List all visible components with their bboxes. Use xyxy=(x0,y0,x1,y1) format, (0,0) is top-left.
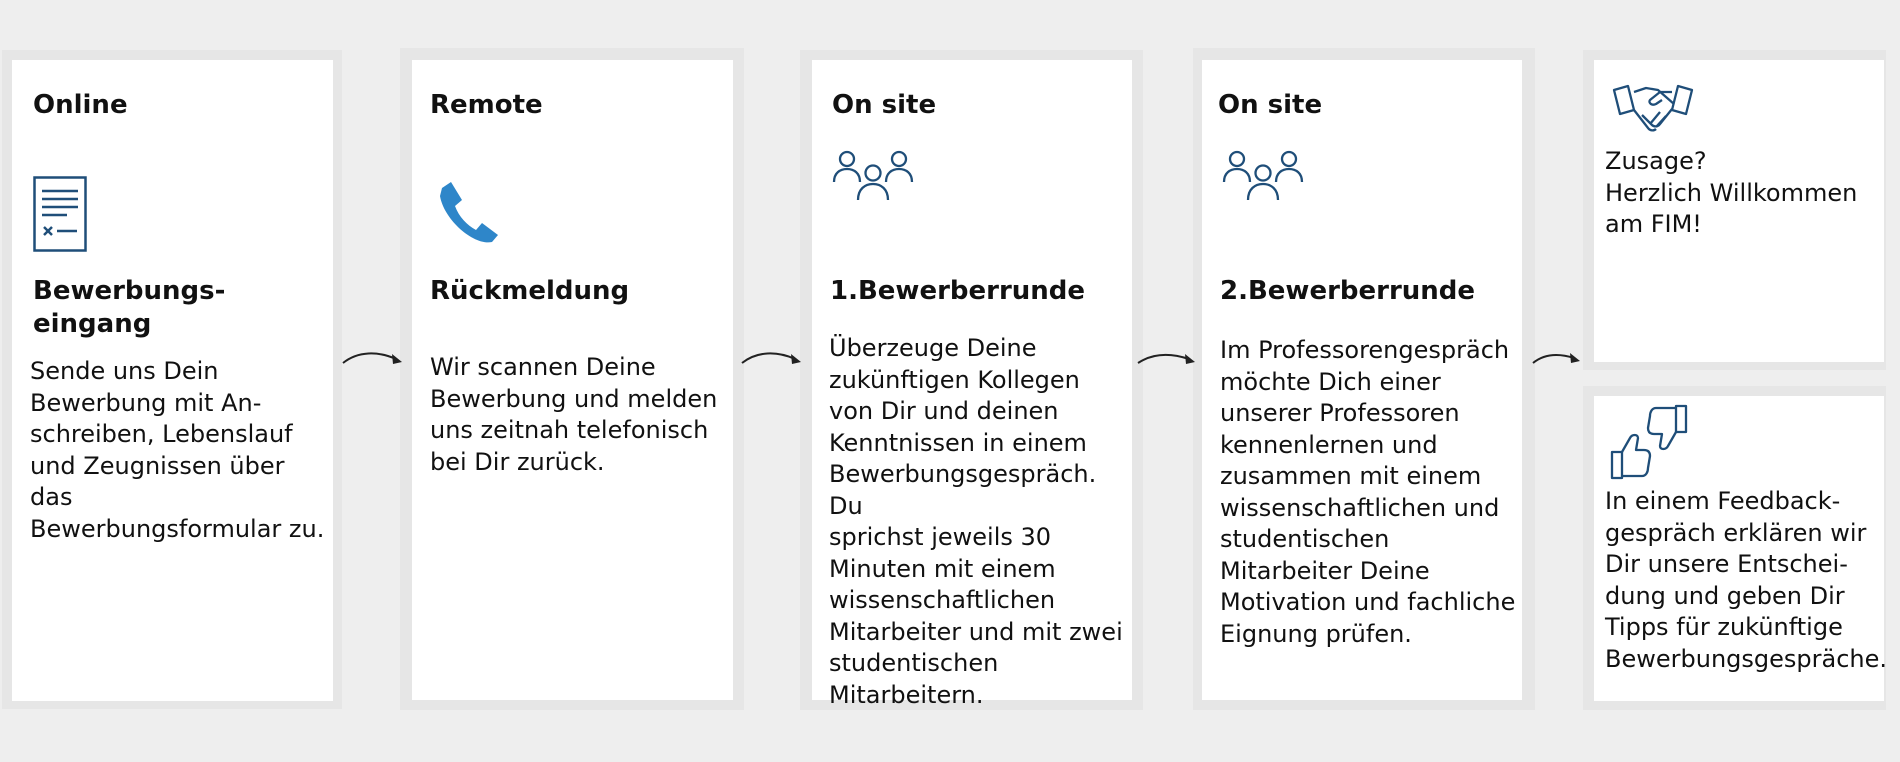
group-icon xyxy=(1222,148,1304,208)
phone-icon xyxy=(436,180,500,250)
step-card-remote xyxy=(412,60,733,700)
step-label: Remote xyxy=(430,90,543,120)
step-heading: 2.Bewerberrunde xyxy=(1220,276,1476,306)
step-description: Im Professorengespräch möchte Dich einer unserer Professoren kennenlernen und zusammen mit einem wissenschaftlichen und studentischen Mitarbeiter Deine Motivation und fachliche Eignung prüfen. xyxy=(1220,336,1516,648)
group-icon xyxy=(832,148,914,208)
step-card-first-round xyxy=(812,60,1132,709)
step-description: Wir scannen Deine Bewerbung und melden uns zeitnah telefonisch bei Dir zurück. xyxy=(430,353,718,476)
step-label: Online xyxy=(33,90,128,120)
step-heading: Bewerbungs- eingang xyxy=(33,276,226,339)
outcome-text: In einem Feedback- gespräch erklären wir Dir unsere Entschei- dung und geben Dir Tipps für zukünftige Bewerbungsgespräche. xyxy=(1605,487,1887,673)
flow-arrow xyxy=(340,345,406,379)
outcome-card-feedback xyxy=(1594,396,1887,701)
application-form-icon xyxy=(33,176,87,256)
thumbs-up-down-icon xyxy=(1610,404,1690,484)
step-card-second-round xyxy=(1202,60,1522,700)
flow-arrow xyxy=(1530,345,1586,379)
step-card-online xyxy=(12,60,333,701)
step-description: Sende uns Dein Bewerbung mit An- schreiben, Lebenslauf und Zeugnissen über das Bewerbungsformular zu. xyxy=(30,357,325,543)
step-heading: Rückmeldung xyxy=(430,276,630,306)
step-label: On site xyxy=(832,90,937,120)
flow-arrow xyxy=(1135,345,1201,379)
step-heading: 1.Bewerberrunde xyxy=(830,276,1086,306)
step-label: On site xyxy=(1218,90,1323,120)
handshake-icon xyxy=(1612,82,1694,142)
step-description: Überzeuge Deine zukünftigen Kollegen von Dir und deinen Kenntnissen in einem Bewerbungsgespräch. Du sprichst jeweils 30 Minuten mit einem wissenschaftlichen Mitarbeiter und mit zwei studentischen Mitarbeitern. xyxy=(829,334,1123,709)
outcome-card-acceptance xyxy=(1594,60,1884,362)
outcome-text: Zusage? Herzlich Willkommen am FIM! xyxy=(1605,147,1858,238)
flow-arrow xyxy=(739,345,805,379)
